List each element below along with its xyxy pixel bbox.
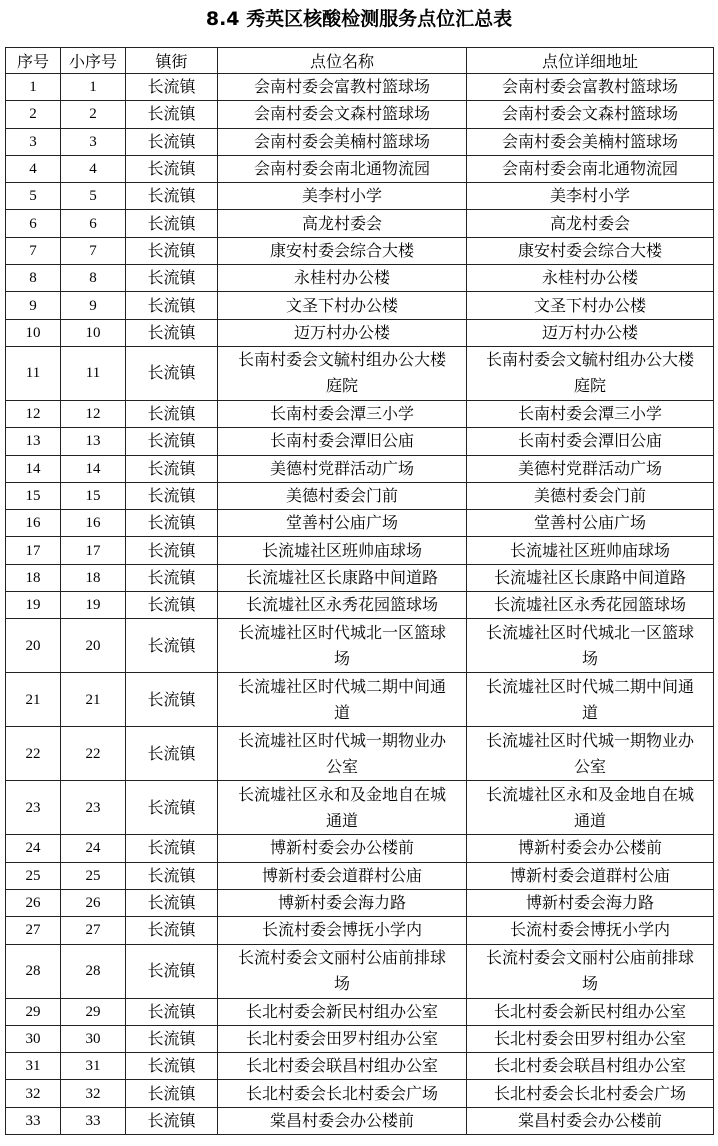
cell-site-name [218,346,467,400]
site-address-line: 长流墟社区永和及金地自在城 [485,784,694,804]
table-row [6,319,714,346]
cell-sub-no: 22 [61,727,126,781]
cell-site-address [467,210,714,237]
cell-sub-no: 30 [61,1025,126,1052]
cell-site-address [467,889,714,916]
cell-site-name [218,292,467,319]
site-address-line: 美德村委会门前 [533,486,646,505]
site-name-line: 长流墟社区班帅庙球场 [261,540,422,560]
cell-sub-no: 2 [61,101,126,128]
cell-no: 22 [6,727,61,781]
site-name-line: 长南村委会文毓村组办公大楼 [237,350,446,370]
site-name-line: 公室 [325,756,358,776]
cell-sub-no: 16 [61,510,126,537]
site-address-line: 公室 [573,756,606,776]
site-name-line: 长流墟社区永秀花园篮球场 [245,595,438,615]
table-row [6,998,714,1025]
cell-no: 14 [6,455,61,482]
cell-site-address [467,564,714,591]
site-name-line: 会南村委会文森村篮球场 [253,104,430,124]
table-row [6,944,714,998]
site-address-line: 道 [581,702,598,722]
table-row [6,889,714,916]
cell-site-name [218,265,467,292]
cell-site-address [467,346,714,400]
site-address-line: 会南村委会富教村篮球场 [501,77,678,97]
cell-town: 长流镇 [126,862,218,889]
cell-site-address [467,74,714,101]
cell-sub-no: 13 [61,428,126,455]
site-address-line: 长流墟社区长康路中间道路 [493,567,686,587]
site-name-line: 美德村党群活动广场 [269,458,414,478]
cell-town: 长流镇 [126,592,218,619]
cell-town: 长流镇 [126,455,218,482]
cell-sub-no: 10 [61,319,126,346]
cell-town: 长流镇 [126,101,218,128]
cell-town: 长流镇 [126,1025,218,1052]
cell-sub-no: 11 [61,346,126,400]
cell-no: 27 [6,917,61,944]
cell-sub-no: 28 [61,944,126,998]
cell-no: 15 [6,482,61,509]
cell-town: 长流镇 [126,944,218,998]
site-name-line: 长流村委会文丽村公庙前排球 [237,948,446,968]
cell-site-address [467,482,714,509]
cell-site-address [467,917,714,944]
site-address-line: 棠昌村委会办公楼前 [517,1110,662,1130]
table-row [6,428,714,455]
cell-sub-no: 25 [61,862,126,889]
cell-sub-no: 20 [61,619,126,673]
cell-town: 长流镇 [126,835,218,862]
cell-sub-no: 3 [61,128,126,155]
cell-sub-no: 1 [61,74,126,101]
cell-site-address [467,592,714,619]
cell-no: 8 [6,265,61,292]
cell-sub-no: 29 [61,998,126,1025]
cell-no: 19 [6,592,61,619]
site-name-line: 会南村委会富教村篮球场 [253,77,430,97]
site-address-line: 文圣下村办公楼 [533,295,646,315]
cell-site-name [218,917,467,944]
page-title: 8.4 秀英区核酸检测服务点位汇总表 [205,8,513,30]
cell-site-address [467,128,714,155]
cell-site-name [218,889,467,916]
cell-sub-no: 19 [61,592,126,619]
cell-site-address [467,319,714,346]
table-row [6,781,714,835]
site-address-line: 迈万村办公楼 [541,322,638,342]
cell-sub-no: 18 [61,564,126,591]
table-row [6,183,714,210]
cell-no: 24 [6,835,61,862]
cell-site-address [467,537,714,564]
cell-town: 长流镇 [126,917,218,944]
cell-no: 28 [6,944,61,998]
table-row [6,510,714,537]
cell-site-name [218,835,467,862]
cell-site-name [218,781,467,835]
cell-site-address [467,998,714,1025]
cell-town: 长流镇 [126,537,218,564]
cell-site-address [467,265,714,292]
cell-town: 长流镇 [126,564,218,591]
cell-site-name [218,400,467,427]
cell-site-address [467,781,714,835]
table-row [6,1080,714,1107]
cell-sub-no: 12 [61,400,126,427]
table-row [6,564,714,591]
cell-town: 长流镇 [126,889,218,916]
header-sub-no: 小序号 [61,48,126,74]
site-address-line: 博新村委会海力路 [525,893,654,913]
site-address-line: 长北村委会联昌村组办公室 [493,1056,686,1076]
cell-no: 20 [6,619,61,673]
site-address-line: 高龙村委会 [549,213,630,233]
cell-no: 3 [6,128,61,155]
cell-site-name [218,128,467,155]
cell-sub-no: 27 [61,917,126,944]
site-name-line: 会南村委会美楠村篮球场 [253,131,430,151]
cell-town: 长流镇 [126,781,218,835]
site-name-line: 长北村委会田罗村组办公室 [245,1028,438,1048]
cell-sub-no: 4 [61,155,126,182]
cell-no: 23 [6,781,61,835]
table-row [6,210,714,237]
site-name-line: 长北村委会长北村委会广场 [245,1083,438,1103]
table-row [6,346,714,400]
cell-site-address [467,292,714,319]
cell-no: 33 [6,1107,61,1134]
cell-site-name [218,101,467,128]
cell-no: 18 [6,564,61,591]
cell-no: 7 [6,237,61,264]
cell-sub-no: 33 [61,1107,126,1134]
cell-town: 长流镇 [126,510,218,537]
header-site-address: 点位详细地址 [467,48,714,74]
cell-town: 长流镇 [126,155,218,182]
cell-site-name [218,74,467,101]
cell-no: 4 [6,155,61,182]
cell-town: 长流镇 [126,673,218,727]
cell-sub-no: 7 [61,237,126,264]
cell-no: 11 [6,346,61,400]
cell-sub-no: 23 [61,781,126,835]
site-address-line: 长南村委会潭三小学 [517,404,662,424]
site-address-line: 长流墟社区时代城二期中间通 [485,676,694,696]
cell-site-address [467,101,714,128]
site-name-line: 长南村委会潭三小学 [269,404,414,424]
cell-site-name [218,592,467,619]
cell-site-name [218,319,467,346]
table-row [6,1053,714,1080]
table-row [6,128,714,155]
cell-town: 长流镇 [126,727,218,781]
table-row [6,537,714,564]
header-site-name: 点位名称 [218,48,467,74]
site-name-line: 长北村委会新民村组办公室 [245,1001,438,1021]
site-address-line: 会南村委会南北通物流园 [501,159,678,179]
cell-town: 长流镇 [126,319,218,346]
cell-sub-no: 14 [61,455,126,482]
site-address-line: 长南村委会潭旧公庙 [517,431,662,451]
cell-town: 长流镇 [126,128,218,155]
cell-sub-no: 9 [61,292,126,319]
site-name-line: 美德村委会门前 [285,486,398,505]
site-name-line: 棠昌村委会办公楼前 [269,1110,414,1130]
cell-town: 长流镇 [126,74,218,101]
site-name-line: 长流墟社区永和及金地自在城 [237,784,446,804]
cell-site-address [467,428,714,455]
site-address-line: 通道 [573,810,606,830]
site-address-line: 会南村委会美楠村篮球场 [501,131,678,151]
cell-site-name [218,1080,467,1107]
cell-site-name [218,1025,467,1052]
cell-site-name [218,1107,467,1134]
site-name-line: 美李村小学 [301,186,382,206]
table-row [6,673,714,727]
cell-no: 29 [6,998,61,1025]
site-address-line: 长流墟社区永秀花园篮球场 [493,595,686,615]
cell-no: 26 [6,889,61,916]
cell-site-address [467,155,714,182]
cell-town: 长流镇 [126,183,218,210]
site-name-line: 庭院 [325,376,358,396]
cell-town: 长流镇 [126,265,218,292]
site-address-line: 博新村委会办公楼前 [517,838,662,858]
cell-sub-no: 17 [61,537,126,564]
table-row [6,862,714,889]
cell-sub-no: 5 [61,183,126,210]
site-address-line: 庭院 [573,376,606,396]
cell-no: 2 [6,101,61,128]
site-address-line: 场 [581,974,598,994]
site-name-line: 长流墟社区时代城北一区篮球 [237,622,446,642]
cell-site-address [467,510,714,537]
cell-site-name [218,510,467,537]
cell-site-address [467,1025,714,1052]
cell-town: 长流镇 [126,1107,218,1134]
cell-town: 长流镇 [126,346,218,400]
site-name-line: 会南村委会南北通物流园 [253,159,430,179]
site-name-line: 长流墟社区长康路中间道路 [245,567,438,587]
cell-site-address [467,1107,714,1134]
cell-sub-no: 21 [61,673,126,727]
table-row [6,619,714,673]
cell-no: 21 [6,673,61,727]
cell-site-address [467,237,714,264]
site-name-line: 文圣下村办公楼 [285,295,398,315]
cell-site-name [218,998,467,1025]
site-name-line: 博新村委会道群村公庙 [261,865,422,885]
cell-site-name [218,183,467,210]
site-name-line: 长北村委会联昌村组办公室 [245,1056,438,1076]
site-address-line: 长北村委会田罗村组办公室 [493,1028,686,1048]
cell-site-address [467,1053,714,1080]
cell-no: 6 [6,210,61,237]
summary-table [5,47,714,1135]
site-name-line: 长流墟社区时代城二期中间通 [237,676,446,696]
cell-town: 长流镇 [126,400,218,427]
cell-site-address [467,673,714,727]
site-name-line: 场 [333,648,350,668]
cell-sub-no: 6 [61,210,126,237]
cell-site-name [218,455,467,482]
site-address-line: 长流墟社区时代城一期物业办 [485,730,694,750]
cell-site-name [218,210,467,237]
site-address-line: 长流村委会博抚小学内 [509,920,670,940]
site-name-line: 康安村委会综合大楼 [269,240,414,260]
site-address-line: 美李村小学 [549,186,630,206]
cell-sub-no: 32 [61,1080,126,1107]
cell-site-address [467,835,714,862]
cell-sub-no: 31 [61,1053,126,1080]
site-address-line: 博新村委会道群村公庙 [509,865,670,885]
site-address-line: 场 [581,648,598,668]
table-row [6,101,714,128]
cell-no: 9 [6,292,61,319]
site-name-line: 高龙村委会 [301,213,382,233]
cell-site-name [218,237,467,264]
cell-site-address [467,455,714,482]
cell-town: 长流镇 [126,237,218,264]
cell-no: 30 [6,1025,61,1052]
cell-no: 13 [6,428,61,455]
table-row [6,237,714,264]
cell-sub-no: 15 [61,482,126,509]
site-name-line: 长流墟社区时代城一期物业办 [237,730,446,750]
cell-town: 长流镇 [126,619,218,673]
site-address-line: 美德村党群活动广场 [517,458,662,478]
table-row [6,155,714,182]
site-address-line: 会南村委会文森村篮球场 [501,104,678,124]
cell-site-name [218,673,467,727]
cell-site-name [218,944,467,998]
cell-site-name [218,1053,467,1080]
site-name-line: 迈万村办公楼 [293,322,390,342]
cell-no: 32 [6,1080,61,1107]
cell-no: 31 [6,1053,61,1080]
cell-town: 长流镇 [126,292,218,319]
site-address-line: 长南村委会文毓村组办公大楼 [485,350,694,370]
cell-town: 长流镇 [126,1053,218,1080]
cell-no: 12 [6,400,61,427]
cell-no: 1 [6,74,61,101]
table-row [6,727,714,781]
site-address-line: 长北村委会长北村委会广场 [493,1083,686,1103]
cell-town: 长流镇 [126,1080,218,1107]
cell-site-address [467,400,714,427]
site-name-line: 博新村委会海力路 [277,893,406,913]
cell-site-address [467,1080,714,1107]
cell-no: 17 [6,537,61,564]
site-name-line: 长流村委会博抚小学内 [261,920,422,940]
cell-site-name [218,727,467,781]
cell-town: 长流镇 [126,482,218,509]
table-row [6,74,714,101]
cell-no: 10 [6,319,61,346]
table-row [6,400,714,427]
cell-town: 长流镇 [126,210,218,237]
cell-town: 长流镇 [126,998,218,1025]
cell-site-name [218,862,467,889]
table-row [6,592,714,619]
site-name-line: 道 [333,702,350,722]
site-address-line: 长北村委会新民村组办公室 [493,1001,686,1021]
site-name-line: 堂善村公庙广场 [285,513,398,533]
table-row [6,292,714,319]
cell-no: 25 [6,862,61,889]
site-address-line: 永桂村办公楼 [541,268,638,288]
site-address-line: 长流墟社区时代城北一区篮球 [485,622,694,642]
site-address-line: 康安村委会综合大楼 [517,240,662,260]
table-row [6,265,714,292]
site-address-line: 长流墟社区班帅庙球场 [509,540,670,560]
site-name-line: 长南村委会潭旧公庙 [269,431,414,451]
cell-sub-no: 26 [61,889,126,916]
header-row [6,48,714,74]
cell-site-address [467,619,714,673]
table-row [6,455,714,482]
header-town: 镇街 [126,48,218,74]
site-name-line: 场 [333,974,350,994]
table-row [6,917,714,944]
cell-site-address [467,944,714,998]
table-row [6,835,714,862]
cell-site-name [218,482,467,509]
table-row [6,1025,714,1052]
table-row [6,1107,714,1134]
cell-no: 16 [6,510,61,537]
header-no: 序号 [6,48,61,74]
cell-site-name [218,564,467,591]
cell-site-name [218,155,467,182]
table-row [6,482,714,509]
site-name-line: 永桂村办公楼 [293,268,390,288]
cell-site-name [218,537,467,564]
cell-sub-no: 8 [61,265,126,292]
cell-site-address [467,183,714,210]
cell-town: 长流镇 [126,428,218,455]
site-name-line: 通道 [325,810,358,830]
site-address-line: 长流村委会文丽村公庙前排球 [485,948,694,968]
cell-site-name [218,619,467,673]
cell-site-name [218,428,467,455]
cell-site-address [467,862,714,889]
cell-no: 5 [6,183,61,210]
cell-sub-no: 24 [61,835,126,862]
site-name-line: 博新村委会办公楼前 [269,838,414,858]
site-address-line: 堂善村公庙广场 [533,513,646,533]
cell-site-address [467,727,714,781]
